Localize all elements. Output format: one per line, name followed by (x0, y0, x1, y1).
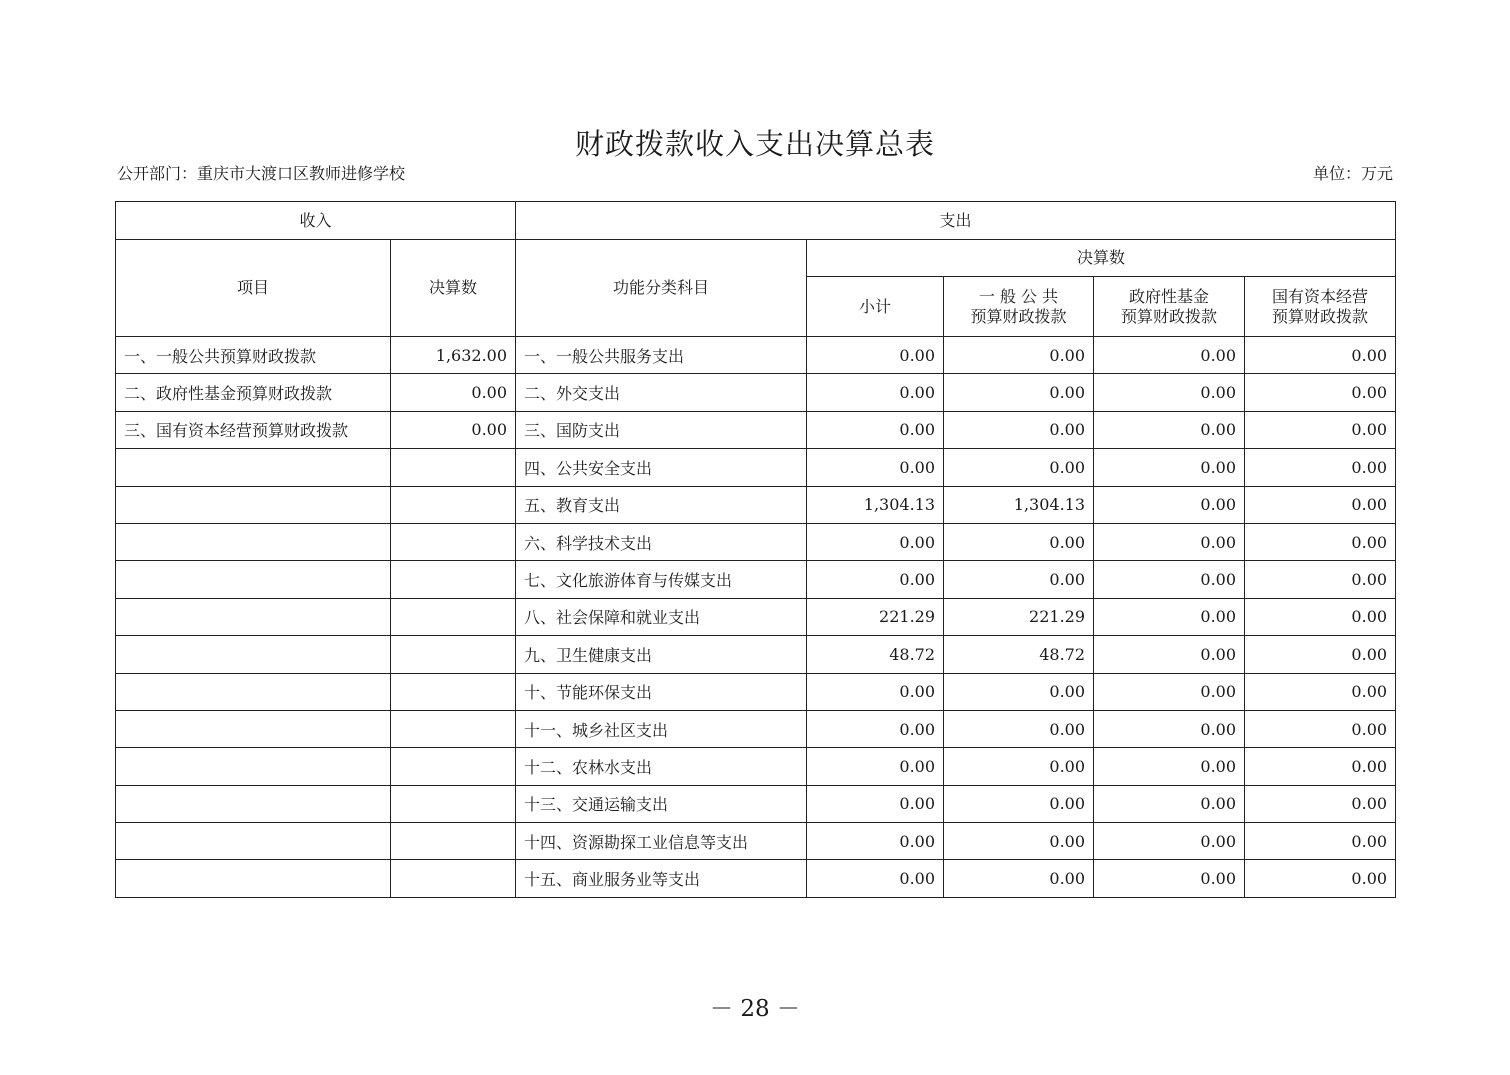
state-capital-cell: 0.00 (1245, 748, 1396, 785)
subject-cell: 一、一般公共服务支出 (516, 337, 807, 374)
subject-cell: 十二、农林水支出 (516, 748, 807, 785)
gov-fund-cell: 0.00 (1094, 860, 1245, 897)
subtotal-cell: 0.00 (807, 785, 944, 822)
subtotal-header: 小计 (807, 277, 944, 337)
subtotal-cell: 0.00 (807, 860, 944, 897)
state-capital-header-line2: 预算财政拨款 (1272, 306, 1369, 326)
state-capital-header-line1: 国有资本经营 (1272, 286, 1369, 306)
income-amount-cell (391, 673, 516, 710)
department-label: 公开部门：重庆市大渡口区教师进修学校 (117, 164, 406, 183)
state-capital-cell: 0.00 (1245, 598, 1396, 635)
expense-header: 支出 (516, 202, 1396, 240)
income-item-cell (116, 449, 391, 486)
general-cell: 0.00 (944, 710, 1094, 747)
subtotal-cell: 0.00 (807, 337, 944, 374)
general-cell: 0.00 (944, 673, 1094, 710)
state-capital-cell: 0.00 (1245, 486, 1396, 523)
subject-cell: 十三、交通运输支出 (516, 785, 807, 822)
subtotal-cell: 1,304.13 (807, 486, 944, 523)
state-capital-cell: 0.00 (1245, 449, 1396, 486)
gov-fund-cell: 0.00 (1094, 337, 1245, 374)
table-row (116, 748, 1396, 785)
subtotal-cell: 0.00 (807, 673, 944, 710)
state-capital-cell: 0.00 (1245, 636, 1396, 673)
gov-fund-cell: 0.00 (1094, 374, 1245, 411)
income-item-cell (116, 823, 391, 860)
subject-cell: 三、国防支出 (516, 411, 807, 448)
subtotal-cell: 221.29 (807, 598, 944, 635)
func-subject-header: 功能分类科目 (516, 240, 807, 337)
gov-fund-header-line2: 预算财政拨款 (1121, 306, 1218, 326)
income-amount-cell (391, 486, 516, 523)
table-row (116, 823, 1396, 860)
subtotal-cell: 0.00 (807, 411, 944, 448)
table-row (116, 636, 1396, 673)
income-item-cell (116, 561, 391, 598)
state-capital-header (1245, 277, 1396, 337)
table-row (116, 710, 1396, 747)
subtotal-cell: 0.00 (807, 710, 944, 747)
general-cell: 0.00 (944, 785, 1094, 822)
state-capital-cell: 0.00 (1245, 561, 1396, 598)
gov-fund-cell: 0.00 (1094, 673, 1245, 710)
income-amount-cell (391, 449, 516, 486)
state-capital-cell: 0.00 (1245, 710, 1396, 747)
state-capital-cell: 0.00 (1245, 673, 1396, 710)
subject-cell: 十五、商业服务业等支出 (516, 860, 807, 897)
income-amount-cell (391, 598, 516, 635)
gov-fund-header (1094, 277, 1245, 337)
state-capital-cell: 0.00 (1245, 785, 1396, 822)
income-item-cell (116, 673, 391, 710)
subject-cell: 七、文化旅游体育与传媒支出 (516, 561, 807, 598)
income-amount-cell (391, 860, 516, 897)
subtotal-cell: 0.00 (807, 374, 944, 411)
general-budget-header-line1: 一 般 公 共 (978, 286, 1059, 306)
subject-cell: 四、公共安全支出 (516, 449, 807, 486)
gov-fund-cell: 0.00 (1094, 823, 1245, 860)
income-item-cell: 二、政府性基金预算财政拨款 (116, 374, 391, 411)
income-header: 收入 (116, 202, 516, 240)
table-row (116, 785, 1396, 822)
state-capital-cell: 0.00 (1245, 337, 1396, 374)
income-item-cell (116, 523, 391, 560)
subtotal-cell: 0.00 (807, 449, 944, 486)
income-amount-cell (391, 785, 516, 822)
final-amount-header: 决算数 (807, 240, 1396, 277)
subtotal-cell: 0.00 (807, 748, 944, 785)
table-row (116, 337, 1396, 374)
subtotal-cell: 0.00 (807, 561, 944, 598)
income-amount-cell (391, 823, 516, 860)
fiscal-summary-table (115, 201, 1396, 898)
subject-cell: 八、社会保障和就业支出 (516, 598, 807, 635)
income-item-cell (116, 860, 391, 897)
page-title: 财政拨款收入支出决算总表 (574, 127, 935, 161)
gov-fund-cell: 0.00 (1094, 523, 1245, 560)
gov-fund-cell: 0.00 (1094, 785, 1245, 822)
table-row (116, 486, 1396, 523)
general-cell: 221.29 (944, 598, 1094, 635)
income-item-cell (116, 710, 391, 747)
state-capital-cell: 0.00 (1245, 523, 1396, 560)
general-cell: 0.00 (944, 523, 1094, 560)
table-row (116, 860, 1396, 897)
income-amount-cell: 0.00 (391, 374, 516, 411)
subject-cell: 十、节能环保支出 (516, 673, 807, 710)
income-amount-cell (391, 710, 516, 747)
subject-cell: 五、教育支出 (516, 486, 807, 523)
state-capital-cell: 0.00 (1245, 411, 1396, 448)
table-row (116, 449, 1396, 486)
item-header: 项目 (116, 240, 391, 337)
general-cell: 0.00 (944, 411, 1094, 448)
gov-fund-cell: 0.00 (1094, 710, 1245, 747)
gov-fund-cell: 0.00 (1094, 636, 1245, 673)
state-capital-cell: 0.00 (1245, 374, 1396, 411)
income-amount-cell (391, 748, 516, 785)
income-item-cell: 三、国有资本经营预算财政拨款 (116, 411, 391, 448)
income-item-cell: 一、一般公共预算财政拨款 (116, 337, 391, 374)
income-amount-header: 决算数 (391, 240, 516, 337)
general-cell: 0.00 (944, 823, 1094, 860)
table-row (116, 561, 1396, 598)
gov-fund-cell: 0.00 (1094, 411, 1245, 448)
gov-fund-cell: 0.00 (1094, 748, 1245, 785)
income-item-cell (116, 598, 391, 635)
gov-fund-cell: 0.00 (1094, 449, 1245, 486)
subject-cell: 六、科学技术支出 (516, 523, 807, 560)
general-cell: 0.00 (944, 449, 1094, 486)
subject-cell: 九、卫生健康支出 (516, 636, 807, 673)
table-row (116, 598, 1396, 635)
gov-fund-cell: 0.00 (1094, 561, 1245, 598)
income-amount-cell (391, 561, 516, 598)
general-cell: 1,304.13 (944, 486, 1094, 523)
general-cell: 0.00 (944, 860, 1094, 897)
table-row (116, 374, 1396, 411)
general-budget-header-line2: 预算财政拨款 (970, 306, 1067, 326)
general-budget-header (944, 277, 1094, 337)
income-item-cell (116, 636, 391, 673)
table-row (116, 411, 1396, 448)
general-cell: 0.00 (944, 561, 1094, 598)
general-cell: 0.00 (944, 748, 1094, 785)
table-row (116, 673, 1396, 710)
gov-fund-cell: 0.00 (1094, 486, 1245, 523)
income-item-cell (116, 785, 391, 822)
unit-label: 单位：万元 (1312, 164, 1393, 183)
page-number: － 28 － (710, 996, 800, 1022)
income-amount-cell (391, 636, 516, 673)
gov-fund-cell: 0.00 (1094, 598, 1245, 635)
income-item-cell (116, 486, 391, 523)
subtotal-cell: 48.72 (807, 636, 944, 673)
general-cell: 48.72 (944, 636, 1094, 673)
general-cell: 0.00 (944, 374, 1094, 411)
table-row (116, 523, 1396, 560)
gov-fund-header-line1: 政府性基金 (1129, 286, 1210, 306)
state-capital-cell: 0.00 (1245, 860, 1396, 897)
income-amount-cell: 1,632.00 (391, 337, 516, 374)
income-amount-cell (391, 523, 516, 560)
subject-cell: 二、外交支出 (516, 374, 807, 411)
subtotal-cell: 0.00 (807, 823, 944, 860)
income-item-cell (116, 748, 391, 785)
subtotal-cell: 0.00 (807, 523, 944, 560)
subject-cell: 十一、城乡社区支出 (516, 710, 807, 747)
general-cell: 0.00 (944, 337, 1094, 374)
subject-cell: 十四、资源勘探工业信息等支出 (516, 823, 807, 860)
state-capital-cell: 0.00 (1245, 823, 1396, 860)
income-amount-cell: 0.00 (391, 411, 516, 448)
